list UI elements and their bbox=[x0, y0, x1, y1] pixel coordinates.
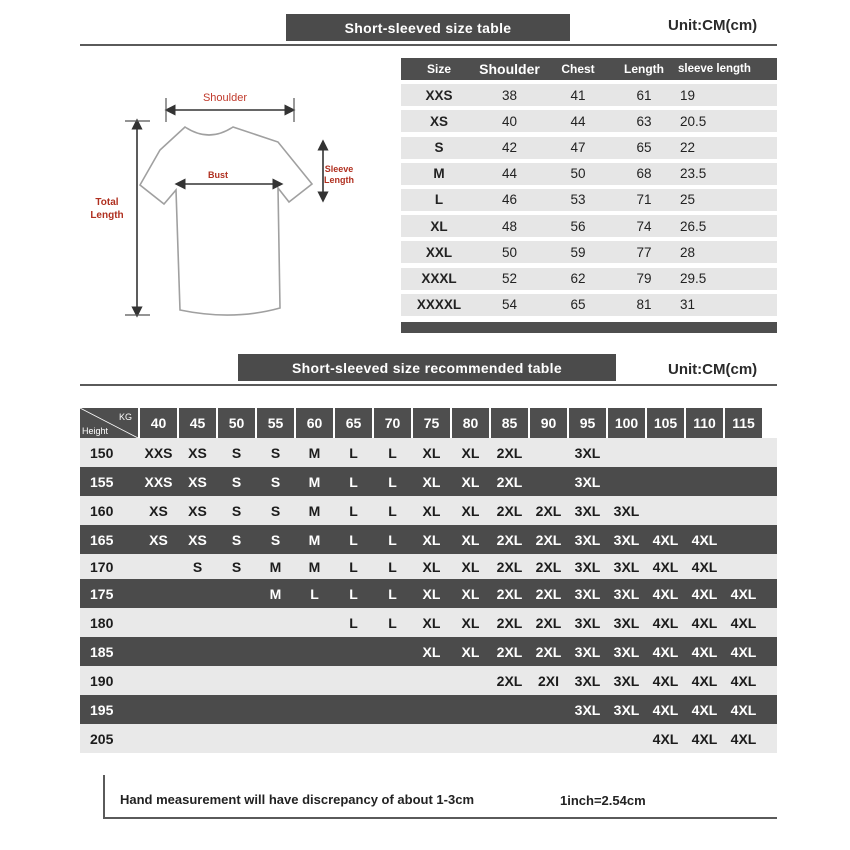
size-row bbox=[401, 110, 777, 132]
size-cell-size: XXS bbox=[425, 87, 453, 103]
size-cell-shoulder: 46 bbox=[501, 192, 518, 208]
size-recommendation-cell: M bbox=[308, 558, 321, 575]
size-recommendation-cell: 4XL bbox=[730, 614, 757, 631]
size-recommendation-cell: XL bbox=[422, 643, 441, 660]
size-recommendation-cell: L bbox=[388, 558, 397, 575]
size-cell-chest: 59 bbox=[570, 244, 586, 260]
size-recommendation-cell: 2XL bbox=[496, 558, 523, 575]
size-recommendation-cell: XL bbox=[461, 643, 480, 660]
size-cell-chest: 44 bbox=[570, 113, 586, 129]
size-recommendation-cell: 4XL bbox=[652, 585, 679, 602]
size-recommendation-cell: L bbox=[388, 585, 397, 602]
size-recommendation-cell: XS bbox=[149, 531, 168, 548]
size-recommendation-cell: 4XL bbox=[691, 730, 718, 747]
height-cell: 180 bbox=[90, 614, 114, 631]
size-row bbox=[401, 294, 777, 316]
size-cell-chest: 53 bbox=[570, 192, 586, 208]
size-recommendation-cell: 4XL bbox=[652, 614, 679, 631]
header-shoulder: Shoulder bbox=[479, 61, 540, 77]
label-total-length: Length bbox=[90, 210, 124, 221]
size-recommendation-cell: S bbox=[231, 502, 242, 519]
label-bust: Bust bbox=[208, 170, 228, 180]
height-cell: 150 bbox=[90, 444, 114, 461]
size-cell-sleeve-length: 23.5 bbox=[680, 166, 707, 182]
weight-header-cell: 90 bbox=[530, 408, 567, 438]
size-recommendation-cell: XL bbox=[422, 502, 441, 519]
size-recommendation-cell: 3XL bbox=[574, 585, 601, 602]
size-recommendation-cell: 3XL bbox=[613, 643, 640, 660]
size-recommendation-cell: L bbox=[349, 473, 358, 490]
size-recommendation-cell: 2XL bbox=[535, 585, 562, 602]
size-recommendation-cell: 4XL bbox=[691, 701, 718, 718]
label-shoulder: Shoulder bbox=[202, 92, 248, 104]
size-recommendation-cell: 3XL bbox=[613, 701, 640, 718]
size-cell-size: M bbox=[433, 166, 445, 182]
size-recommendation-cell: XS bbox=[188, 444, 207, 461]
corner-cell bbox=[80, 408, 138, 438]
size-recommendation-cell: M bbox=[269, 558, 282, 575]
size-recommendation-cell: L bbox=[388, 502, 397, 519]
size-recommendation-cell: M bbox=[308, 473, 321, 490]
size-row bbox=[401, 189, 777, 211]
size-recommendation-cell: XL bbox=[422, 614, 441, 631]
recommendation-row bbox=[80, 695, 777, 724]
size-recommendation-cell: 4XL bbox=[691, 531, 718, 548]
size-recommendation-cell: 4XL bbox=[730, 672, 757, 689]
size-table-footer-bar bbox=[401, 322, 777, 333]
footer-divider bbox=[103, 817, 777, 819]
size-cell-length: 79 bbox=[636, 271, 652, 286]
size-recommendation-cell: 3XL bbox=[574, 531, 601, 548]
size-recommendation-cell: 2XL bbox=[535, 614, 562, 631]
size-recommendation-cell: L bbox=[349, 502, 358, 519]
weight-header-cell: 110 bbox=[686, 408, 723, 438]
label-sleeve-length: Length bbox=[324, 175, 354, 185]
size-recommendation-cell: 4XL bbox=[652, 643, 679, 660]
size-recommendation-cell: 4XL bbox=[652, 672, 679, 689]
inch-conversion: 1inch=2.54cm bbox=[560, 793, 646, 808]
size-row bbox=[401, 84, 777, 106]
weight-header-cell: 60 bbox=[296, 408, 333, 438]
size-row bbox=[401, 137, 777, 159]
size-cell-chest: 41 bbox=[570, 87, 586, 103]
size-recommendation-cell: XL bbox=[461, 531, 480, 548]
size-recommendation-cell: 4XL bbox=[730, 730, 757, 747]
size-recommendation-cell: 4XL bbox=[730, 701, 757, 718]
size-cell-length: 74 bbox=[636, 218, 652, 234]
size-recommendation-cell: L bbox=[349, 531, 358, 548]
recommendation-row bbox=[80, 579, 777, 608]
size-recommendation-cell: M bbox=[308, 444, 321, 461]
weight-header-cell: 115 bbox=[725, 408, 762, 438]
height-cell: 185 bbox=[90, 643, 114, 660]
recommendation-row bbox=[80, 496, 777, 525]
size-cell-size: L bbox=[434, 192, 444, 208]
weight-header-cell: 40 bbox=[140, 408, 177, 438]
size-recommendation-cell: L bbox=[388, 614, 397, 631]
weight-header-cell: 70 bbox=[374, 408, 411, 438]
size-cell-length: 63 bbox=[636, 113, 652, 129]
size-cell-size: XXL bbox=[425, 244, 453, 260]
size-recommendation-cell: 3XL bbox=[574, 614, 601, 631]
size-recommendation-cell: 3XL bbox=[574, 502, 601, 519]
rec-table-unit: Unit:CM(cm) bbox=[668, 361, 758, 378]
size-recommendation-cell: S bbox=[231, 444, 242, 461]
header-sleeve-length: sleeve length bbox=[678, 63, 751, 75]
size-recommendation-cell: L bbox=[388, 444, 397, 461]
size-recommendation-cell: 4XL bbox=[730, 643, 757, 660]
size-recommendation-cell: 3XL bbox=[613, 585, 640, 602]
recommendation-row bbox=[80, 467, 777, 496]
size-recommendation-cell: 4XL bbox=[691, 614, 718, 631]
size-recommendation-cell: S bbox=[270, 531, 281, 548]
size-recommendation-cell: 2XL bbox=[496, 444, 523, 461]
height-cell: 160 bbox=[90, 502, 114, 519]
size-cell-chest: 56 bbox=[570, 218, 586, 234]
recommendation-row bbox=[80, 666, 777, 695]
size-recommendation-cell: S bbox=[270, 502, 281, 519]
height-cell: 190 bbox=[90, 672, 114, 689]
tshirt-diagram bbox=[80, 80, 380, 330]
size-recommendation-cell: L bbox=[349, 444, 358, 461]
size-cell-size: XL bbox=[430, 218, 448, 234]
weight-header-cell: 80 bbox=[452, 408, 489, 438]
size-recommendation-cell: XL bbox=[422, 444, 441, 461]
measurement-note: Hand measurement will have discrepancy of about 1-3cm bbox=[120, 792, 475, 807]
recommendation-table bbox=[80, 408, 777, 753]
size-recommendation-cell: XS bbox=[188, 502, 207, 519]
size-recommendation-cell: 2XL bbox=[496, 614, 523, 631]
size-cell-length: 81 bbox=[636, 297, 652, 313]
weight-header-cell: 65 bbox=[335, 408, 372, 438]
size-recommendation-cell: 3XL bbox=[613, 614, 640, 631]
size-recommendation-cell: XL bbox=[461, 444, 480, 461]
size-recommendation-cell: 2XL bbox=[496, 585, 523, 602]
label-sleeve: Sleeve bbox=[324, 164, 354, 174]
size-recommendation-cell: 4XL bbox=[691, 585, 718, 602]
height-cell: 175 bbox=[90, 585, 114, 602]
weight-header-cell: 50 bbox=[218, 408, 255, 438]
size-recommendation-cell: XL bbox=[422, 473, 441, 490]
size-recommendation-cell: 3XL bbox=[574, 473, 601, 490]
footer-left-bar bbox=[103, 775, 105, 819]
size-cell-chest: 47 bbox=[570, 140, 586, 156]
size-cell-length: 65 bbox=[636, 140, 652, 156]
size-recommendation-cell: XL bbox=[422, 558, 441, 575]
size-recommendation-cell: S bbox=[270, 473, 281, 490]
weight-header-cell: 100 bbox=[608, 408, 645, 438]
size-recommendation-cell: 3XL bbox=[613, 502, 640, 519]
corner-height-label: Height bbox=[82, 426, 109, 436]
size-cell-sleeve-length: 29.5 bbox=[680, 271, 707, 286]
recommendation-row bbox=[80, 554, 777, 579]
size-cell-chest: 62 bbox=[570, 271, 586, 286]
size-recommendation-cell: 4XL bbox=[730, 585, 757, 602]
size-recommendation-cell: M bbox=[308, 502, 321, 519]
size-table-title: Short-sleeved size table bbox=[286, 14, 570, 41]
size-recommendation-cell: S bbox=[231, 531, 242, 548]
size-recommendation-cell: XL bbox=[461, 502, 480, 519]
size-recommendation-cell: L bbox=[388, 531, 397, 548]
size-recommendation-cell: 3XL bbox=[574, 672, 601, 689]
size-cell-size: S bbox=[434, 140, 444, 156]
size-cell-shoulder: 48 bbox=[501, 218, 518, 234]
size-recommendation-cell: S bbox=[231, 558, 242, 575]
size-recommendation-cell: S bbox=[270, 444, 281, 461]
size-cell-size: XS bbox=[429, 113, 448, 129]
size-recommendation-cell: XL bbox=[422, 531, 441, 548]
size-recommendation-cell: 3XL bbox=[574, 643, 601, 660]
height-cell: 170 bbox=[90, 558, 114, 575]
header-chest: Chest bbox=[561, 62, 595, 76]
height-cell: 195 bbox=[90, 701, 114, 718]
recommendation-row bbox=[80, 637, 777, 666]
weight-header-cell: 45 bbox=[179, 408, 216, 438]
size-cell-length: 77 bbox=[636, 244, 652, 260]
recommendation-row bbox=[80, 438, 777, 467]
label-total: Total bbox=[95, 197, 119, 208]
size-recommendation-cell: 2XL bbox=[535, 502, 562, 519]
size-recommendation-cell: 3XL bbox=[574, 701, 601, 718]
size-recommendation-cell: L bbox=[349, 585, 358, 602]
size-recommendation-cell: 2XL bbox=[496, 643, 523, 660]
size-recommendation-cell: M bbox=[308, 531, 321, 548]
size-recommendation-cell: XXS bbox=[144, 473, 173, 490]
size-cell-chest: 65 bbox=[570, 297, 586, 313]
size-recommendation-cell: 4XL bbox=[691, 558, 718, 575]
size-recommendation-cell: 3XL bbox=[613, 672, 640, 689]
size-recommendation-cell: 4XL bbox=[652, 701, 679, 718]
size-recommendation-cell: 2XL bbox=[496, 531, 523, 548]
size-recommendation-cell: 4XL bbox=[652, 558, 679, 575]
size-table-header bbox=[401, 58, 777, 80]
size-recommendation-cell: S bbox=[231, 473, 242, 490]
size-recommendation-cell: 4XL bbox=[691, 672, 718, 689]
size-cell-shoulder: 52 bbox=[501, 271, 518, 286]
size-recommendation-cell: 2XL bbox=[535, 531, 562, 548]
size-recommendation-cell: 2XI bbox=[537, 672, 559, 689]
size-recommendation-cell: 4XL bbox=[652, 531, 679, 548]
size-cell-shoulder: 38 bbox=[501, 87, 518, 103]
size-cell-size: XXXL bbox=[421, 271, 457, 286]
weight-header-row bbox=[80, 408, 777, 438]
size-row bbox=[401, 241, 777, 263]
size-row bbox=[401, 163, 777, 185]
size-recommendation-cell: 3XL bbox=[574, 558, 601, 575]
size-recommendation-cell: 2XL bbox=[496, 672, 523, 689]
size-recommendation-cell: 2XL bbox=[535, 643, 562, 660]
size-cell-shoulder: 40 bbox=[501, 113, 518, 129]
weight-header-cell: 95 bbox=[569, 408, 606, 438]
recommendation-row bbox=[80, 608, 777, 637]
height-cell: 205 bbox=[90, 730, 114, 747]
size-row bbox=[401, 268, 777, 290]
size-recommendation-cell: 2XL bbox=[496, 473, 523, 490]
size-cell-sleeve-length: 28 bbox=[680, 244, 696, 260]
size-recommendation-cell: 3XL bbox=[613, 558, 640, 575]
weight-header-cell: 105 bbox=[647, 408, 684, 438]
size-recommendation-cell: 4XL bbox=[691, 643, 718, 660]
size-cell-shoulder: 44 bbox=[501, 166, 518, 182]
size-recommendation-cell: XXS bbox=[144, 444, 173, 461]
size-recommendation-cell: M bbox=[269, 585, 282, 602]
size-recommendation-cell: XL bbox=[461, 473, 480, 490]
size-table-unit: Unit:CM(cm) bbox=[668, 17, 758, 34]
size-recommendation-cell: XL bbox=[422, 585, 441, 602]
size-cell-length: 71 bbox=[636, 192, 652, 208]
size-recommendation-cell: 2XL bbox=[535, 558, 562, 575]
tshirt-outline bbox=[140, 127, 312, 315]
weight-header-cell: 75 bbox=[413, 408, 450, 438]
size-cell-sleeve-length: 19 bbox=[680, 87, 696, 103]
top-divider bbox=[80, 44, 777, 46]
size-cell-sleeve-length: 26.5 bbox=[680, 218, 707, 234]
header-length: Length bbox=[624, 62, 664, 76]
size-cell-sleeve-length: 25 bbox=[680, 192, 696, 208]
size-recommendation-cell: L bbox=[310, 585, 319, 602]
recommendation-row bbox=[80, 724, 777, 753]
size-row bbox=[401, 215, 777, 237]
size-recommendation-cell: XS bbox=[149, 502, 168, 519]
corner-kg-label: KG bbox=[118, 412, 132, 422]
header-size: Size bbox=[426, 62, 451, 76]
rec-table-title: Short-sleeved size recommended table bbox=[238, 354, 616, 381]
size-table bbox=[401, 58, 777, 333]
weight-header-cell: 55 bbox=[257, 408, 294, 438]
height-cell: 165 bbox=[90, 531, 114, 548]
size-recommendation-cell: XS bbox=[188, 531, 207, 548]
size-recommendation-cell: XL bbox=[461, 558, 480, 575]
middle-divider bbox=[80, 384, 777, 386]
size-recommendation-cell: S bbox=[192, 558, 203, 575]
size-cell-chest: 50 bbox=[570, 166, 586, 182]
recommendation-row bbox=[80, 525, 777, 554]
size-recommendation-cell: XL bbox=[461, 585, 480, 602]
size-recommendation-cell: 4XL bbox=[652, 730, 679, 747]
weight-header-cell: 85 bbox=[491, 408, 528, 438]
size-recommendation-cell: L bbox=[349, 614, 358, 631]
size-recommendation-cell: L bbox=[388, 473, 397, 490]
size-recommendation-cell: XL bbox=[461, 614, 480, 631]
size-cell-sleeve-length: 20.5 bbox=[680, 113, 707, 129]
size-cell-length: 61 bbox=[636, 87, 652, 103]
size-cell-size: XXXXL bbox=[416, 297, 462, 313]
size-recommendation-cell: L bbox=[349, 558, 358, 575]
size-cell-shoulder: 42 bbox=[501, 140, 518, 156]
size-cell-shoulder: 50 bbox=[501, 244, 518, 260]
size-cell-sleeve-length: 22 bbox=[680, 140, 696, 156]
size-cell-sleeve-length: 31 bbox=[680, 297, 696, 313]
size-recommendation-cell: 3XL bbox=[574, 444, 601, 461]
size-cell-length: 68 bbox=[636, 166, 652, 182]
size-recommendation-cell: 3XL bbox=[613, 531, 640, 548]
size-cell-shoulder: 54 bbox=[501, 297, 518, 313]
size-recommendation-cell: XS bbox=[188, 473, 207, 490]
height-cell: 155 bbox=[90, 473, 114, 490]
size-recommendation-cell: 2XL bbox=[496, 502, 523, 519]
